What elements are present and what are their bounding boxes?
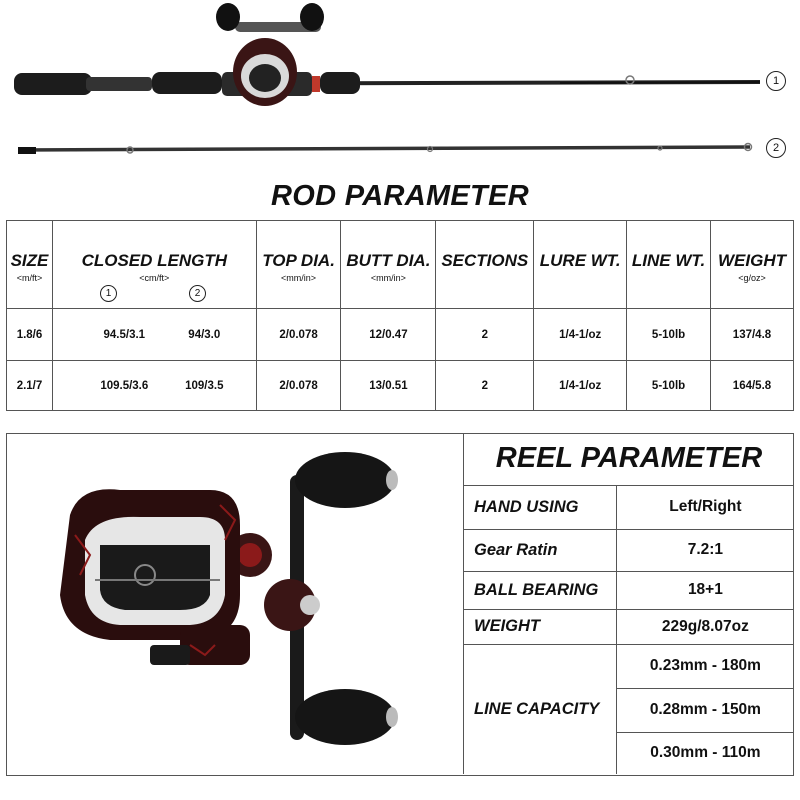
cell-size: 2.1/7: [7, 361, 53, 411]
reel-label-ball-bearing: BALL BEARING: [464, 571, 617, 609]
reel-value-gear-ratio: 7.2:1: [616, 529, 794, 571]
cell-closed-length: [52, 361, 256, 411]
reel-title-row: [464, 433, 795, 485]
closed-length-marker-1: 1: [100, 285, 117, 302]
header-weight-unit: <g/oz>: [738, 273, 766, 283]
reel-parameter-title: REEL PARAMETER: [495, 442, 763, 475]
cell-lure-wt: 1/4-1/oz: [534, 309, 627, 361]
table-row: [464, 571, 795, 609]
table-row: [464, 529, 795, 571]
reel-value-weight: 229g/8.07oz: [616, 609, 794, 644]
header-size: SIZE: [10, 251, 49, 270]
rod-marker-1: 1: [766, 71, 786, 91]
rod-parameter-table: [6, 220, 794, 411]
rod-illustration: [0, 0, 800, 170]
cell-butt-dia: 13/0.51: [341, 361, 436, 411]
rod-images: [0, 0, 800, 170]
header-butt-dia-unit: <mm/in>: [370, 273, 406, 283]
reel-value-ball-bearing: 18+1: [616, 571, 794, 609]
cell-closed2: 94/3.0: [188, 328, 221, 341]
header-closed-length: CLOSED LENGTH: [81, 251, 228, 270]
reel-value-line-capacity-1: 0.23mm - 180m: [616, 644, 794, 688]
cell-size: 1.8/6: [7, 309, 53, 361]
cell-sections: 2: [436, 309, 534, 361]
table-row: [7, 309, 794, 361]
cell-sections: 2: [436, 361, 534, 411]
cell-closed1: 94.5/3.1: [103, 328, 146, 341]
cell-line-wt: 5-10lb: [627, 361, 711, 411]
cell-top-dia: 2/0.078: [256, 361, 341, 411]
header-closed-length-unit: <cm/ft>: [139, 273, 170, 283]
reel-label-weight: WEIGHT: [464, 609, 617, 644]
rod-header-row: [7, 221, 794, 309]
header-top-dia-unit: <mm/in>: [281, 273, 317, 283]
cell-closed1: 109.5/3.6: [100, 379, 149, 392]
reel-label-hand-using: HAND USING: [464, 485, 617, 529]
table-row: [464, 485, 795, 529]
cell-weight: 137/4.8: [710, 309, 793, 361]
cell-closed-length: [52, 309, 256, 361]
header-butt-dia: BUTT DIA.: [346, 251, 431, 270]
cell-weight: 164/5.8: [710, 361, 793, 411]
rod-parameter-title: ROD PARAMETER: [271, 180, 529, 212]
reel-value-line-capacity-3: 0.30mm - 110m: [616, 732, 794, 774]
table-row: [7, 361, 794, 411]
reel-label-gear-ratio: Gear Ratin: [464, 529, 617, 571]
cell-lure-wt: 1/4-1/oz: [534, 361, 627, 411]
table-row: [464, 609, 795, 644]
reel-parameter-table: [463, 433, 794, 774]
header-lure-wt: LURE WT.: [539, 251, 621, 270]
cell-butt-dia: 12/0.47: [341, 309, 436, 361]
cell-line-wt: 5-10lb: [627, 309, 711, 361]
header-weight: WEIGHT: [717, 251, 786, 270]
cell-closed2: 109/3.5: [185, 379, 224, 392]
rod-marker-2: 2: [766, 138, 786, 158]
reel-label-line-capacity: LINE CAPACITY: [464, 644, 617, 774]
reel-value-line-capacity-2: 0.28mm - 150m: [616, 688, 794, 732]
header-line-wt: LINE WT.: [631, 251, 706, 270]
table-row: [464, 644, 795, 688]
header-sections: SECTIONS: [441, 251, 529, 270]
reel-illustration: [40, 445, 440, 765]
cell-top-dia: 2/0.078: [256, 309, 341, 361]
reel-image: [40, 445, 440, 765]
header-top-dia: TOP DIA.: [262, 251, 335, 270]
header-size-unit: <m/ft>: [16, 273, 43, 283]
closed-length-marker-2: 2: [189, 285, 206, 302]
reel-value-hand-using: Left/Right: [616, 485, 794, 529]
